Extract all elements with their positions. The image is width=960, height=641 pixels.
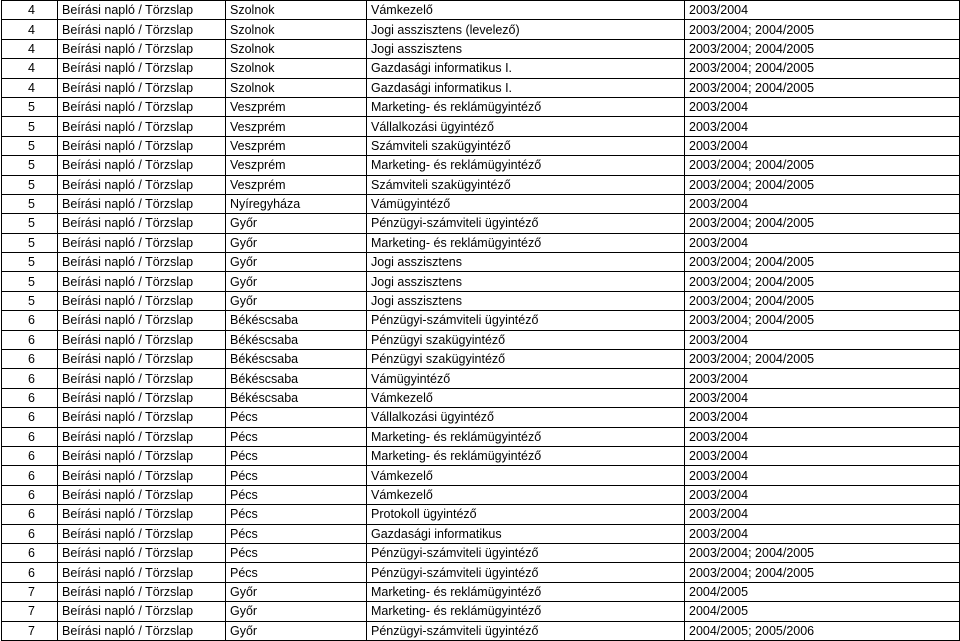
program-cell: Pénzügyi-számviteli ügyintéző xyxy=(367,311,685,330)
table-row xyxy=(2,369,960,388)
school-year-cell: 2003/2004; 2004/2005 xyxy=(685,20,960,39)
table-row xyxy=(2,485,960,504)
document-type-cell: Beírási napló / Törzslap xyxy=(58,369,226,388)
table-row xyxy=(2,175,960,194)
document-type-cell: Beírási napló / Törzslap xyxy=(58,466,226,485)
program-cell: Marketing- és reklámügyintéző xyxy=(367,156,685,175)
document-type-cell: Beírási napló / Törzslap xyxy=(58,253,226,272)
program-cell: Marketing- és reklámügyintéző xyxy=(367,233,685,252)
table-row xyxy=(2,427,960,446)
table-row xyxy=(2,446,960,465)
school-year-cell: 2003/2004; 2004/2005 xyxy=(685,350,960,369)
table-row xyxy=(2,136,960,155)
program-cell: Pénzügyi-számviteli ügyintéző xyxy=(367,621,685,640)
city-cell: Győr xyxy=(226,233,367,252)
box-number-cell: 6 xyxy=(2,427,58,446)
document-type-cell: Beírási napló / Törzslap xyxy=(58,330,226,349)
program-cell: Gazdasági informatikus I. xyxy=(367,59,685,78)
document-type-cell: Beírási napló / Törzslap xyxy=(58,78,226,97)
table-row xyxy=(2,253,960,272)
program-cell: Pénzügyi-számviteli ügyintéző xyxy=(367,543,685,562)
school-year-cell: 2003/2004 xyxy=(685,408,960,427)
box-number-cell: 7 xyxy=(2,621,58,640)
school-year-cell: 2003/2004; 2004/2005 xyxy=(685,311,960,330)
city-cell: Pécs xyxy=(226,524,367,543)
city-cell: Győr xyxy=(226,582,367,601)
program-cell: Pénzügyi-számviteli ügyintéző xyxy=(367,563,685,582)
city-cell: Nyíregyháza xyxy=(226,194,367,213)
city-cell: Győr xyxy=(226,291,367,310)
document-type-cell: Beírási napló / Törzslap xyxy=(58,524,226,543)
program-cell: Jogi asszisztens xyxy=(367,39,685,58)
document-type-cell: Beírási napló / Törzslap xyxy=(58,214,226,233)
table-row xyxy=(2,233,960,252)
box-number-cell: 6 xyxy=(2,466,58,485)
school-year-cell: 2003/2004; 2004/2005 xyxy=(685,272,960,291)
box-number-cell: 6 xyxy=(2,311,58,330)
table-row xyxy=(2,330,960,349)
city-cell: Pécs xyxy=(226,427,367,446)
table-row xyxy=(2,543,960,562)
box-number-cell: 5 xyxy=(2,97,58,116)
box-number-cell: 5 xyxy=(2,233,58,252)
school-year-cell: 2003/2004; 2004/2005 xyxy=(685,543,960,562)
program-cell: Marketing- és reklámügyintéző xyxy=(367,97,685,116)
document-type-cell: Beírási napló / Törzslap xyxy=(58,563,226,582)
box-number-cell: 6 xyxy=(2,446,58,465)
document-type-cell: Beírási napló / Törzslap xyxy=(58,175,226,194)
program-cell: Protokoll ügyintéző xyxy=(367,505,685,524)
program-cell: Marketing- és reklámügyintéző xyxy=(367,427,685,446)
table-row xyxy=(2,524,960,543)
document-type-cell: Beírási napló / Törzslap xyxy=(58,505,226,524)
program-cell: Pénzügyi szakügyintéző xyxy=(367,330,685,349)
school-year-cell: 2003/2004; 2004/2005 xyxy=(685,156,960,175)
table-row xyxy=(2,350,960,369)
school-year-cell: 2004/2005 xyxy=(685,582,960,601)
table-row xyxy=(2,311,960,330)
city-cell: Pécs xyxy=(226,446,367,465)
box-number-cell: 6 xyxy=(2,543,58,562)
city-cell: Győr xyxy=(226,214,367,233)
program-cell: Pénzügyi szakügyintéző xyxy=(367,350,685,369)
school-year-cell: 2003/2004; 2004/2005 xyxy=(685,253,960,272)
school-year-cell: 2003/2004 xyxy=(685,466,960,485)
program-cell: Vámkezelő xyxy=(367,466,685,485)
document-type-cell: Beírási napló / Törzslap xyxy=(58,194,226,213)
program-cell: Pénzügyi-számviteli ügyintéző xyxy=(367,214,685,233)
box-number-cell: 4 xyxy=(2,39,58,58)
table-row xyxy=(2,214,960,233)
program-cell: Vámkezelő xyxy=(367,1,685,20)
box-number-cell: 5 xyxy=(2,117,58,136)
box-number-cell: 7 xyxy=(2,602,58,621)
city-cell: Veszprém xyxy=(226,97,367,116)
box-number-cell: 6 xyxy=(2,350,58,369)
box-number-cell: 4 xyxy=(2,1,58,20)
table-row xyxy=(2,388,960,407)
program-cell: Számviteli szakügyintéző xyxy=(367,136,685,155)
program-cell: Jogi asszisztens xyxy=(367,253,685,272)
box-number-cell: 6 xyxy=(2,563,58,582)
school-year-cell: 2003/2004; 2004/2005 xyxy=(685,175,960,194)
document-type-cell: Beírási napló / Törzslap xyxy=(58,602,226,621)
city-cell: Pécs xyxy=(226,466,367,485)
city-cell: Győr xyxy=(226,272,367,291)
school-year-cell: 2003/2004 xyxy=(685,117,960,136)
program-cell: Számviteli szakügyintéző xyxy=(367,175,685,194)
school-year-cell: 2003/2004 xyxy=(685,505,960,524)
school-year-cell: 2003/2004 xyxy=(685,330,960,349)
city-cell: Győr xyxy=(226,253,367,272)
school-year-cell: 2003/2004 xyxy=(685,97,960,116)
program-cell: Jogi asszisztens xyxy=(367,291,685,310)
box-number-cell: 5 xyxy=(2,156,58,175)
school-year-cell: 2003/2004 xyxy=(685,369,960,388)
city-cell: Győr xyxy=(226,602,367,621)
program-cell: Marketing- és reklámügyintéző xyxy=(367,582,685,601)
city-cell: Szolnok xyxy=(226,39,367,58)
school-year-cell: 2003/2004 xyxy=(685,427,960,446)
document-type-cell: Beírási napló / Törzslap xyxy=(58,156,226,175)
city-cell: Veszprém xyxy=(226,136,367,155)
document-type-cell: Beírási napló / Törzslap xyxy=(58,20,226,39)
box-number-cell: 5 xyxy=(2,214,58,233)
program-cell: Jogi asszisztens (levelező) xyxy=(367,20,685,39)
school-year-cell: 2003/2004 xyxy=(685,233,960,252)
box-number-cell: 7 xyxy=(2,582,58,601)
document-type-cell: Beírási napló / Törzslap xyxy=(58,485,226,504)
table-row xyxy=(2,97,960,116)
school-year-cell: 2003/2004 xyxy=(685,1,960,20)
city-cell: Veszprém xyxy=(226,156,367,175)
box-number-cell: 6 xyxy=(2,369,58,388)
school-year-cell: 2003/2004; 2004/2005 xyxy=(685,78,960,97)
document-type-cell: Beírási napló / Törzslap xyxy=(58,350,226,369)
table-row xyxy=(2,39,960,58)
city-cell: Békéscsaba xyxy=(226,388,367,407)
city-cell: Pécs xyxy=(226,563,367,582)
table-row xyxy=(2,59,960,78)
city-cell: Szolnok xyxy=(226,59,367,78)
box-number-cell: 6 xyxy=(2,524,58,543)
document-type-cell: Beírási napló / Törzslap xyxy=(58,1,226,20)
document-type-cell: Beírási napló / Törzslap xyxy=(58,117,226,136)
program-cell: Vámügyintéző xyxy=(367,194,685,213)
table-row xyxy=(2,272,960,291)
box-number-cell: 4 xyxy=(2,20,58,39)
school-year-cell: 2003/2004 xyxy=(685,485,960,504)
city-cell: Győr xyxy=(226,621,367,640)
city-cell: Békéscsaba xyxy=(226,330,367,349)
table-row xyxy=(2,1,960,20)
document-type-cell: Beírási napló / Törzslap xyxy=(58,272,226,291)
box-number-cell: 6 xyxy=(2,330,58,349)
table-row xyxy=(2,408,960,427)
table-row xyxy=(2,156,960,175)
document-type-cell: Beírási napló / Törzslap xyxy=(58,427,226,446)
document-type-cell: Beírási napló / Törzslap xyxy=(58,621,226,640)
city-cell: Pécs xyxy=(226,408,367,427)
table-row xyxy=(2,117,960,136)
box-number-cell: 6 xyxy=(2,505,58,524)
school-year-cell: 2003/2004 xyxy=(685,524,960,543)
city-cell: Pécs xyxy=(226,485,367,504)
city-cell: Szolnok xyxy=(226,1,367,20)
city-cell: Veszprém xyxy=(226,175,367,194)
program-cell: Marketing- és reklámügyintéző xyxy=(367,446,685,465)
program-cell: Vámkezelő xyxy=(367,388,685,407)
table-row xyxy=(2,602,960,621)
document-type-cell: Beírási napló / Törzslap xyxy=(58,388,226,407)
city-cell: Békéscsaba xyxy=(226,369,367,388)
box-number-cell: 4 xyxy=(2,59,58,78)
table-row xyxy=(2,20,960,39)
box-number-cell: 6 xyxy=(2,485,58,504)
school-year-cell: 2003/2004 xyxy=(685,446,960,465)
records-table xyxy=(1,0,960,641)
program-cell: Vállalkozási ügyintéző xyxy=(367,408,685,427)
program-cell: Marketing- és reklámügyintéző xyxy=(367,602,685,621)
document-type-cell: Beírási napló / Törzslap xyxy=(58,233,226,252)
city-cell: Pécs xyxy=(226,505,367,524)
document-type-cell: Beírási napló / Törzslap xyxy=(58,291,226,310)
box-number-cell: 6 xyxy=(2,388,58,407)
school-year-cell: 2003/2004 xyxy=(685,194,960,213)
box-number-cell: 5 xyxy=(2,291,58,310)
box-number-cell: 5 xyxy=(2,272,58,291)
city-cell: Pécs xyxy=(226,543,367,562)
table-row xyxy=(2,78,960,97)
program-cell: Jogi asszisztens xyxy=(367,272,685,291)
program-cell: Vállalkozási ügyintéző xyxy=(367,117,685,136)
document-type-cell: Beírási napló / Törzslap xyxy=(58,446,226,465)
city-cell: Veszprém xyxy=(226,117,367,136)
box-number-cell: 6 xyxy=(2,408,58,427)
table-row xyxy=(2,582,960,601)
box-number-cell: 5 xyxy=(2,253,58,272)
city-cell: Szolnok xyxy=(226,20,367,39)
program-cell: Gazdasági informatikus xyxy=(367,524,685,543)
document-type-cell: Beírási napló / Törzslap xyxy=(58,582,226,601)
school-year-cell: 2004/2005; 2005/2006 xyxy=(685,621,960,640)
program-cell: Vámkezelő xyxy=(367,485,685,504)
document-type-cell: Beírási napló / Törzslap xyxy=(58,543,226,562)
table-row xyxy=(2,194,960,213)
box-number-cell: 5 xyxy=(2,175,58,194)
document-type-cell: Beírási napló / Törzslap xyxy=(58,59,226,78)
school-year-cell: 2003/2004; 2004/2005 xyxy=(685,59,960,78)
document-type-cell: Beírási napló / Törzslap xyxy=(58,136,226,155)
document-type-cell: Beírási napló / Törzslap xyxy=(58,408,226,427)
school-year-cell: 2003/2004 xyxy=(685,136,960,155)
table-row xyxy=(2,291,960,310)
table-row xyxy=(2,505,960,524)
school-year-cell: 2003/2004 xyxy=(685,388,960,407)
table-row xyxy=(2,466,960,485)
document-type-cell: Beírási napló / Törzslap xyxy=(58,39,226,58)
document-type-cell: Beírási napló / Törzslap xyxy=(58,97,226,116)
document-type-cell: Beírási napló / Törzslap xyxy=(58,311,226,330)
school-year-cell: 2003/2004; 2004/2005 xyxy=(685,214,960,233)
box-number-cell: 4 xyxy=(2,78,58,97)
box-number-cell: 5 xyxy=(2,194,58,213)
school-year-cell: 2004/2005 xyxy=(685,602,960,621)
city-cell: Békéscsaba xyxy=(226,311,367,330)
program-cell: Vámügyintéző xyxy=(367,369,685,388)
records-table-body xyxy=(2,1,960,641)
city-cell: Szolnok xyxy=(226,78,367,97)
box-number-cell: 5 xyxy=(2,136,58,155)
school-year-cell: 2003/2004; 2004/2005 xyxy=(685,291,960,310)
school-year-cell: 2003/2004; 2004/2005 xyxy=(685,39,960,58)
city-cell: Békéscsaba xyxy=(226,350,367,369)
program-cell: Gazdasági informatikus I. xyxy=(367,78,685,97)
school-year-cell: 2003/2004; 2004/2005 xyxy=(685,563,960,582)
table-row xyxy=(2,563,960,582)
